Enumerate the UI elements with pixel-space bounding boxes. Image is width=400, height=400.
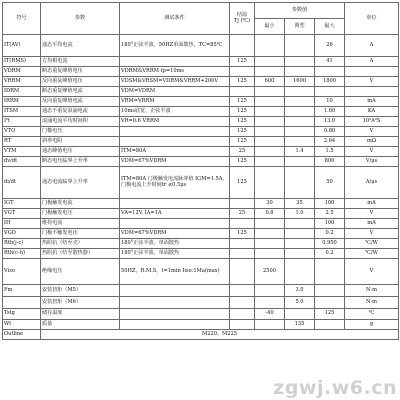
row-min: [255, 87, 285, 97]
row-condition: 180°正弦半波，单面散热: [120, 249, 230, 259]
row-min: [255, 67, 285, 77]
row-condition: [120, 297, 230, 309]
row-symbol: RT: [3, 137, 41, 147]
table-row: [3, 157, 399, 167]
row-min: [255, 167, 285, 199]
row-max: 125: [315, 309, 345, 320]
row-param: 断态电压临界上升率: [41, 157, 120, 167]
row-param: 通态电流临界上升率: [41, 167, 120, 199]
row-min: [255, 97, 285, 107]
row-typ: [285, 249, 315, 259]
table-row: [3, 117, 399, 127]
row-typ: 3.0: [285, 285, 315, 297]
row-symbol: IH: [3, 219, 41, 229]
row-typ: [285, 157, 315, 167]
row-min: [255, 219, 285, 229]
row-param: 斜率电阻: [41, 137, 120, 147]
row-param: 浪涌电流平均时间积: [41, 117, 120, 127]
row-unit: N·m: [345, 285, 399, 297]
table-row: [3, 57, 399, 67]
table-row: [3, 147, 399, 157]
row-symbol: Rth(j-c): [3, 239, 41, 249]
row-unit: V: [345, 77, 399, 87]
header-values: 参数值: [255, 3, 345, 19]
row-unit: [345, 67, 399, 77]
row-symbol: I²t: [3, 117, 41, 127]
row-param: 通态平均电流: [41, 35, 120, 57]
row-min: [255, 147, 285, 157]
table-row: [3, 297, 399, 309]
row-condition: VDRM&VRRM tp=10ms: [120, 67, 230, 77]
row-typ: 1600: [285, 77, 315, 87]
row-max: 0.2: [315, 249, 345, 259]
row-tj: [230, 219, 255, 229]
row-condition: [120, 285, 230, 297]
row-condition: ITM=80A: [120, 147, 230, 157]
row-condition: [120, 127, 230, 137]
row-condition: ITM=80A 门极触发电流脉冲值 IGM=1.5A，门极电流上升时间tr ≤0.5μs: [120, 167, 230, 199]
row-min: 2500: [255, 259, 285, 285]
row-min: 30: [255, 199, 285, 209]
row-symbol: VDRM: [3, 67, 41, 77]
header-max: 最大: [315, 19, 345, 35]
row-symbol: ITSM: [3, 107, 41, 117]
row-unit: ℃/W: [345, 249, 399, 259]
row-typ: [285, 67, 315, 77]
row-min: 600: [255, 77, 285, 87]
row-unit: KA: [345, 107, 399, 117]
header-min: 最小: [255, 19, 285, 35]
row-condition: VDM=VDRM: [120, 87, 230, 97]
row-tj: [230, 309, 255, 320]
row-typ: [285, 229, 315, 239]
row-tj: [230, 239, 255, 249]
row-unit: 10³A²S: [345, 117, 399, 127]
table-row: [3, 67, 399, 77]
row-symbol: dv/dt: [3, 157, 41, 167]
row-param: 反向重复峰值电压: [41, 77, 120, 87]
row-max: [315, 67, 345, 77]
table-row: [3, 309, 399, 320]
row-condition: [120, 309, 230, 320]
row-condition: [120, 137, 230, 147]
row-tj: [230, 35, 255, 57]
row-typ: [285, 167, 315, 199]
row-unit: A/μs: [345, 167, 399, 199]
row-param: 绝缘电压: [41, 259, 120, 285]
row-tj: 125: [230, 137, 255, 147]
row-tj: [230, 87, 255, 97]
row-symbol: Rth(c-h): [3, 249, 41, 259]
row-max: 41: [315, 57, 345, 67]
row-unit: V: [345, 127, 399, 137]
row-min: [255, 285, 285, 297]
row-typ: [285, 107, 315, 117]
row-param: 安装扭矩（M5）: [41, 285, 120, 297]
row-unit: A: [345, 57, 399, 67]
row-tj: 125: [230, 229, 255, 239]
row-min: -40: [255, 309, 285, 320]
table-row: [3, 239, 399, 249]
header-tj: [230, 3, 255, 35]
row-symbol: VGD: [3, 229, 41, 239]
row-condition: 50HZ，R.M.S，t=1min Iiso:1Ma(max): [120, 259, 230, 285]
row-typ: 1.0: [285, 209, 315, 219]
row-min: [255, 57, 285, 67]
outline-label: Outline: [3, 330, 41, 340]
row-typ: [285, 87, 315, 97]
row-param: 通态峰值电压: [41, 147, 120, 157]
row-param: 安装扭矩（M6）: [41, 297, 120, 309]
row-param: 热阻抗（结至散热器）: [41, 249, 120, 259]
row-max: 0.950: [315, 239, 345, 249]
table-row: [3, 219, 399, 229]
row-param: 门极不触发电压: [41, 229, 120, 239]
row-symbol: VTO: [3, 127, 41, 137]
row-typ: [285, 259, 315, 285]
row-param: 断态重复峰值电流: [41, 87, 120, 97]
row-condition: VA=12V, IA=1A: [120, 209, 230, 219]
row-tj: [230, 259, 255, 285]
table-row: [3, 167, 399, 199]
row-tj: [230, 249, 255, 259]
row-typ: [285, 117, 315, 127]
row-tj: 125: [230, 157, 255, 167]
row-param: 热阻抗（结至壳）: [41, 239, 120, 249]
row-min: [255, 297, 285, 309]
row-tj: 25: [230, 209, 255, 219]
row-param: 通态不重复浪涌电流: [41, 107, 120, 117]
table-row: [3, 127, 399, 137]
row-typ: 135: [285, 320, 315, 330]
table-row: [3, 107, 399, 117]
row-tj: 125: [230, 97, 255, 107]
row-symbol: VGT: [3, 209, 41, 219]
row-min: [255, 117, 285, 127]
row-max: 26: [315, 35, 345, 57]
row-param: 维持电流: [41, 219, 120, 229]
row-min: [255, 229, 285, 239]
row-typ: [285, 239, 315, 249]
row-condition: [120, 320, 230, 330]
row-max: 10: [315, 97, 345, 107]
row-min: [255, 320, 285, 330]
row-min: 0.8: [255, 209, 285, 219]
row-max: 0.80: [315, 127, 345, 137]
row-tj: [230, 320, 255, 330]
spec-table: [2, 2, 399, 340]
row-tj: [230, 199, 255, 209]
row-unit: mΩ: [345, 137, 399, 147]
row-tj: 125: [230, 57, 255, 67]
row-condition: [120, 199, 230, 209]
row-tj: 25: [230, 147, 255, 157]
row-symbol: IRRM: [3, 97, 41, 107]
table-row: [3, 137, 399, 147]
row-max: 2.64: [315, 137, 345, 147]
row-unit: [345, 87, 399, 97]
row-symbol: VRRM: [3, 77, 41, 87]
header-tj-label: 结温 Tj (℃): [233, 12, 251, 24]
row-unit: mA: [345, 199, 399, 209]
row-param: 储存温度: [41, 309, 120, 320]
row-max: 1.5: [315, 147, 345, 157]
outline-value: M220、M225: [41, 330, 399, 340]
row-condition: VR=0.6 VRRM: [120, 117, 230, 127]
row-symbol: IGT: [3, 199, 41, 209]
row-tj: 125: [230, 117, 255, 127]
row-max: 100: [315, 219, 345, 229]
table-row: [3, 259, 399, 285]
row-min: [255, 107, 285, 117]
row-symbol: [3, 297, 41, 309]
row-symbol: di/dt: [3, 167, 41, 199]
row-unit: V: [345, 229, 399, 239]
row-typ: [285, 127, 315, 137]
row-unit: V: [345, 147, 399, 157]
row-unit: V: [345, 209, 399, 219]
row-max: 800: [315, 157, 345, 167]
row-max: 0.2: [315, 229, 345, 239]
row-min: [255, 35, 285, 57]
watermark: zgwj.w6.cn: [273, 377, 397, 399]
row-param: 门极触发电压: [41, 209, 120, 219]
row-tj: 125: [230, 107, 255, 117]
row-unit: V: [345, 259, 399, 285]
row-unit: mA: [345, 97, 399, 107]
row-symbol: IDRM: [3, 87, 41, 97]
row-unit: A: [345, 35, 399, 57]
row-typ: 5.0: [285, 297, 315, 309]
row-min: [255, 239, 285, 249]
row-min: [255, 127, 285, 137]
header-param: 参数: [41, 3, 120, 35]
table-row: [3, 209, 399, 219]
row-max: 13.0: [315, 117, 345, 127]
row-min: [255, 157, 285, 167]
outline-row: [3, 330, 399, 340]
row-symbol: IT(RMS): [3, 57, 41, 67]
row-unit: ℃/W: [345, 239, 399, 249]
row-symbol: Fm: [3, 285, 41, 297]
row-unit: ℃: [345, 309, 399, 320]
row-param: 质量: [41, 320, 120, 330]
table-row: [3, 199, 399, 209]
table-row: [3, 97, 399, 107]
row-param: 门极触发电流: [41, 199, 120, 209]
table-row: [3, 320, 399, 330]
row-tj: [230, 297, 255, 309]
row-condition: 180°正弦半波，50HZ单面散热，TC=85℃: [120, 35, 230, 57]
row-max: 1.60: [315, 107, 345, 117]
row-condition: VDM=67%VDRM: [120, 229, 230, 239]
row-condition: 10ms底宽，正弦半波: [120, 107, 230, 117]
row-max: 1800: [315, 77, 345, 87]
row-param: 反向重复峰值电流: [41, 97, 120, 107]
row-unit: V/μs: [345, 157, 399, 167]
row-typ: [285, 97, 315, 107]
row-max: [315, 320, 345, 330]
row-symbol: IT(AV): [3, 35, 41, 57]
table-row: [3, 35, 399, 57]
row-condition: [120, 57, 230, 67]
row-symbol: Tstg: [3, 309, 41, 320]
row-typ: [285, 219, 315, 229]
row-max: 100: [315, 199, 345, 209]
row-max: [315, 297, 345, 309]
row-condition: VRM=VRRM: [120, 97, 230, 107]
row-max: [315, 87, 345, 97]
table-row: [3, 87, 399, 97]
table-row: [3, 285, 399, 297]
row-unit: N·m: [345, 297, 399, 309]
row-typ: 35: [285, 199, 315, 209]
row-typ: [285, 35, 315, 57]
row-symbol: Wt: [3, 320, 41, 330]
row-tj: [230, 67, 255, 77]
row-condition: VDSM&VRSM=VDRM&VRRM+200V: [120, 77, 230, 87]
row-typ: [285, 57, 315, 67]
row-param: 断态重复峰值电压: [41, 67, 120, 77]
row-typ: 1.4: [285, 147, 315, 157]
row-tj: [230, 285, 255, 297]
table-row: [3, 77, 399, 87]
row-condition: VDM=67%VDRM: [120, 157, 230, 167]
row-symbol: Viso: [3, 259, 41, 285]
row-tj: 125: [230, 167, 255, 199]
row-max: 2.5: [315, 209, 345, 219]
row-min: [255, 249, 285, 259]
row-max: 50: [315, 167, 345, 199]
row-typ: [285, 137, 315, 147]
header-condition: 测试条件: [120, 3, 230, 35]
table-row: [3, 249, 399, 259]
row-tj: 125: [230, 77, 255, 87]
row-typ: [285, 309, 315, 320]
table-row: [3, 229, 399, 239]
row-max: [315, 285, 345, 297]
header-unit: 单位: [345, 3, 399, 35]
row-condition: [120, 219, 230, 229]
row-symbol: VTM: [3, 147, 41, 157]
row-unit: mA: [345, 219, 399, 229]
row-tj: 125: [230, 127, 255, 137]
row-param: 门槛电压: [41, 127, 120, 137]
header-typ: 典型: [285, 19, 315, 35]
row-unit: g: [345, 320, 399, 330]
row-param: 方均根电流: [41, 57, 120, 67]
row-condition: 180°正弦半波，单面散热: [120, 239, 230, 249]
row-min: [255, 137, 285, 147]
row-max: [315, 259, 345, 285]
header-symbol: 符号: [3, 3, 41, 35]
